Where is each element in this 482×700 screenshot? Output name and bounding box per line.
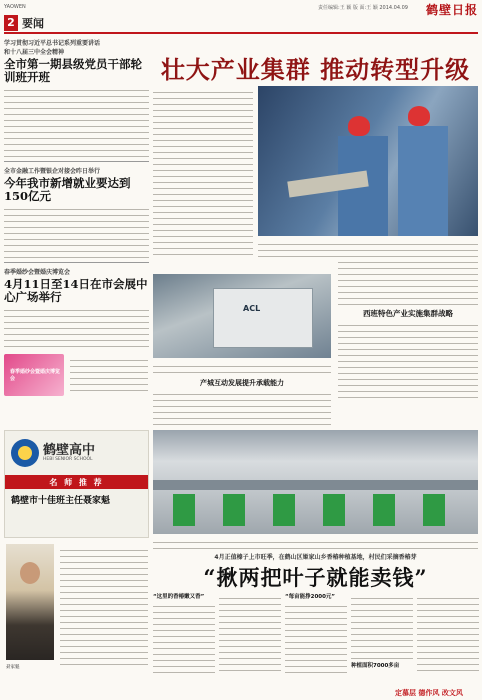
production-line-photo [153,430,478,534]
page-header-line [4,3,478,13]
main-body-column [153,86,253,257]
school-name-en: HEBI SENIOR SCHOOL [43,457,93,462]
bottom-subhead-1: “这里的香椿嫩又香” [153,594,205,600]
section-tag [4,14,44,31]
left-column [4,38,149,349]
kicker-1b: 和十八届三中全会精神 [4,49,65,56]
article-title-2: 今年我市新增就业要达到150亿元 [4,176,131,203]
article-title-3: 4月11日至14日在市会展中心广场举行 [4,277,148,304]
subhead-1: 产城互动发展提升承载能力 [200,378,284,387]
ad-image [4,354,64,396]
editor-date-line: 责任编辑:王 颖 版 面:王 颖 2014.04.09 [318,5,408,11]
teacher-photo [6,544,54,660]
article-body-3 [4,307,149,347]
divider [4,161,149,162]
right-column [338,256,478,400]
factory-workers-photo [258,86,478,236]
photo3-caption [153,539,478,551]
section-code: YAOWEN [4,4,26,10]
workshop-photo [153,274,331,358]
ad-body [70,357,148,393]
school-name: 鹤壁高中 [43,443,96,458]
section-number: 2 [4,15,18,31]
subhead-2: 西班特色产业实施集群战略 [363,309,453,318]
recommend-banner: 名 师 推 荐 [5,475,148,489]
main-headline: 壮大产业集群 推动转型升级 [160,56,471,84]
machine-label: ACL [243,304,261,313]
kicker-3: 春季婚纱会暨婚庆博览会 [4,269,71,276]
kicker-2: 全市金融工作暨银企对接会昨日举行 [4,168,101,175]
teacher-profile [4,540,149,676]
teacher-bio [60,547,148,667]
article-title-1: 全市第一期县级党员干部轮训班开班 [4,57,142,84]
wedding-ad[interactable] [4,354,149,422]
school-promo-box [4,430,149,538]
bottom-headline: “揪两把叶子就能卖钱” [203,565,428,590]
kicker-1: 学习贯彻习近平总书记系列重要讲话 [4,40,101,47]
divider [4,262,149,263]
article-body-2 [4,206,149,258]
bottom-article [153,592,478,692]
school-logo-icon [11,439,39,467]
bottom-kicker: 4月正值榛子上市旺季，在鹤山区姬家山乡香椿种植基地，村民们采摘香椿芽 [214,554,417,561]
teacher-title: 鹤壁市十佳班主任聂家魁 [11,496,111,506]
section-name: 要闻 [22,16,44,30]
header-rule [4,32,478,34]
newspaper-brand: 鹤壁日报 [425,3,478,17]
subsection-1 [153,374,331,427]
bottom-subhead-2: “每亩能挣2000元” [285,594,336,600]
article-body-1 [4,87,149,157]
bottom-subhead-3: 种植面积7000多亩 [351,663,400,669]
footer-slogan: 定慕层 德作风 改文风 [395,689,463,697]
teacher-caption: 聂家魁 [6,665,20,670]
ad-text: 春季婚纱会暨婚庆博览会 [10,369,61,382]
